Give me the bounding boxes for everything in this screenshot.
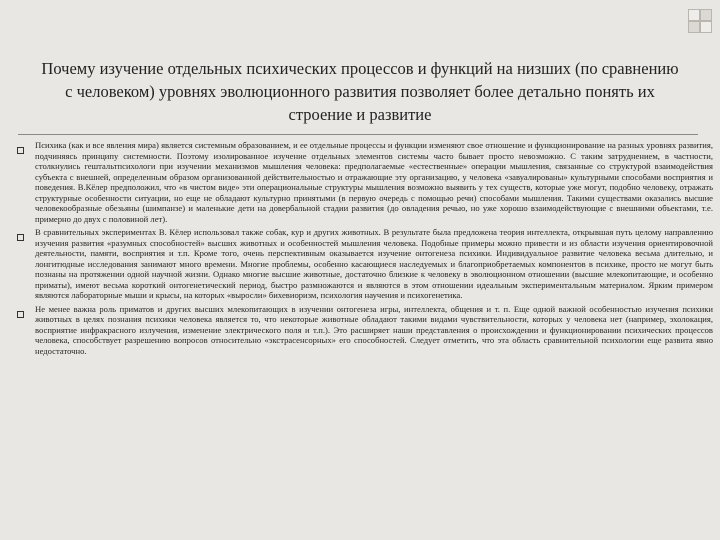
slide-title: Почему изучение отдельных психических процессов и функций на низших (по сравнению с человеком) уровнях эволюционного развития позволяет более детально понять их строение и развитие <box>41 59 679 124</box>
paragraph-text: Не менее важна роль приматов и других высших млекопитающих в изучении онтогенеза игры, интеллекта, общения и т. п. Еще одной важной особенностью изучения психики животных в целях познания психики человека является то, что некоторые животные обладают такими видами чувствительности, которых у человека нет (например, эхолокация, восприятие инфракрасного излучения, изменение электрического поля и т.п.). Это расширяет наши представления о происхождении и функционировании психических процессов человека, способствует разрешению вопросов относительно «экстрасенсорных» его способностей. Следует отметить, что эта область сравнительной психологии еще развита явно недостаточно. <box>35 303 713 356</box>
bullet-list <box>14 140 714 359</box>
corner-decoration <box>688 9 700 21</box>
paragraph-text: В сравнительных экспериментах В. Кёлер использовал также собак, кур и других животных. В результате была предложена теория интеллекта, открывшая путь целому направлению изучения развития «разумных способностей» высших животных и особенностей мышления человека. Подобные примеры можно привести и из области изучения ориентировочной деятельности, памяти, восприятия и т.п. Кроме того, очень перспективным оказывается изучение онтогенеза психики. Индивидуальное развитие человека весьма длительно, и лонгитюдные исследования занимают много времени. Многие проблемы, особенно касающиеся наследуемых и благоприобретаемых компонентов в психике, просто не могут быть познаны на протяжении одной научной жизни. Однако многие высшие животные, достаточно близкие к человеку в эволюционном отношении (высшие млекопитающие, и особенно приматы), имеют весьма короткий онтогенетический период, быстро размножаются и являются в этом отношении идеальным экспериментальным материалом. Ярким примером являются лабораторные мыши и крысы, на которых «выросли» бихевиоризм, психология научения и психогенетика. <box>35 227 713 300</box>
corner-decoration <box>688 21 700 33</box>
list-item <box>14 140 714 224</box>
square-bullet-icon <box>17 147 24 154</box>
list-item <box>14 304 714 357</box>
corner-decoration <box>700 21 712 33</box>
square-bullet-icon <box>17 234 24 241</box>
paragraph-text: Психика (как и все явления мира) является системным образованием, и ее отдельные процессы и функции изменяют свое отношение и функционирование на разных уровнях развития, подчиняясь принципу системности. Поэтому изолированное изучение отдельных элементов системы часто бывает просто невозможно. С таким затруднением, в частности, столкнулись гештальтпсихологи при изучении механизмов мышления человека: предполагаемые «естественные» операции мышления, связанные со структурой взаимодействия субъекта с внешней, определенным образом организованной действительностью и отражающие эту организацию, у человека «завуалированы» культурными способами восприятия и поведения. В.Кёлер предположил, что «в чистом виде» эти операциональные структуры мышления возможно выявить у тех существ, которые уже могут, подобно человеку, отражать структурные особенности ситуации, но еще не обладают культурно принятыми (в первую очередь с помощью речи) способами мышления. Такими существами оказались высшие человекообразные обезьяны (шимпанзе) и маленькие дети на довербальной стадии развития (до овладения речью, но уже хорошо взаимодействующие с внешними объектами, т.е. примерно до двух с половиной лет). <box>35 140 713 224</box>
corner-decoration <box>700 9 712 21</box>
list-item <box>14 227 714 301</box>
square-bullet-icon <box>17 311 24 318</box>
title-divider <box>18 134 698 135</box>
